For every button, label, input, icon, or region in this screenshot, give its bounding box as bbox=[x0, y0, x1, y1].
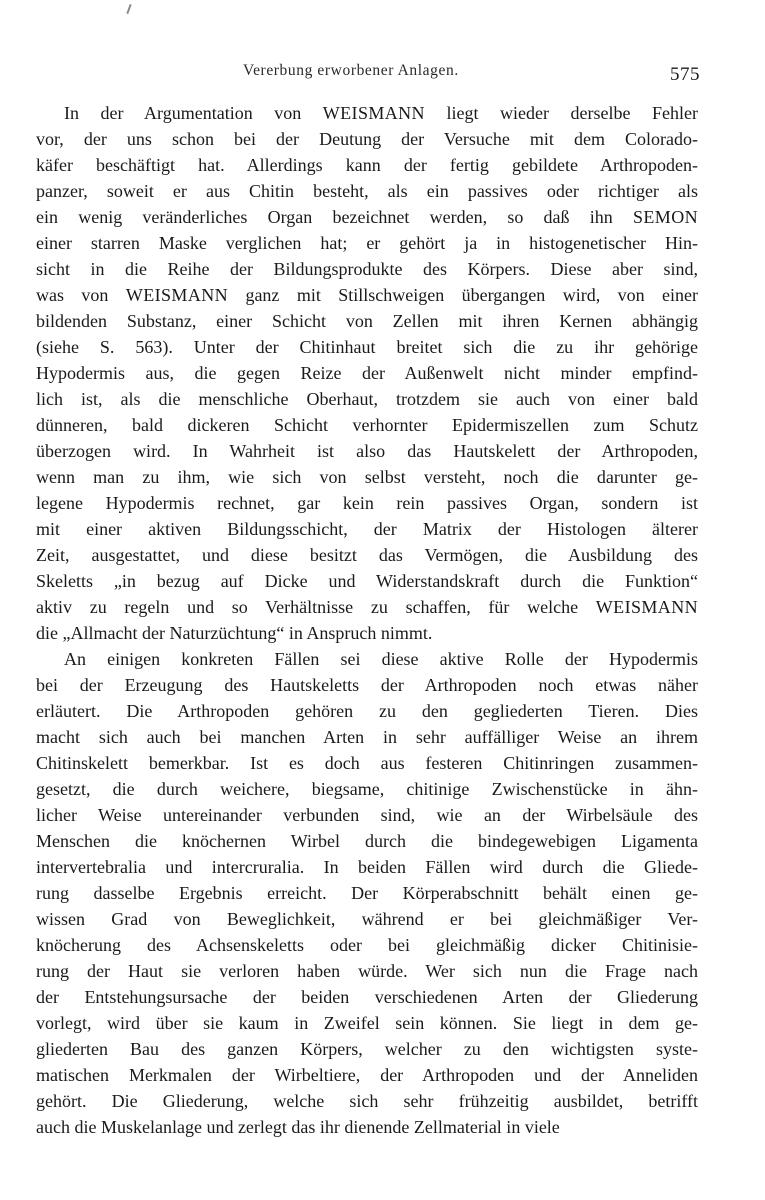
stray-mark bbox=[126, 4, 131, 14]
text-line bbox=[36, 334, 698, 360]
running-title: Vererbung erworbener Anlagen. bbox=[243, 62, 459, 79]
text-segment: In der Argumentation von bbox=[64, 103, 323, 123]
text-line bbox=[36, 282, 698, 308]
text-segment: An einigen konkreten Fällen sei diese aktive Rolle der Hypodermis bbox=[64, 649, 698, 669]
text-line bbox=[36, 308, 698, 334]
text-segment: mit einer aktiven Bildungsschicht, der Matrix der Histologen älterer bbox=[36, 519, 698, 539]
text-segment: Skeletts „in bezug auf Dicke und Widerstandskraft durch die Funktion“ bbox=[36, 571, 698, 591]
text-segment: rung dasselbe Ergebnis erreicht. Der Körperabschnitt behält einen ge- bbox=[36, 883, 698, 903]
text-line bbox=[36, 906, 698, 932]
text-line bbox=[36, 126, 698, 152]
text-line bbox=[36, 464, 698, 490]
text-line bbox=[36, 256, 698, 282]
text-segment: intervertebralia und intercruralia. In beiden Fällen wird durch die Gliede- bbox=[36, 857, 698, 877]
text-line bbox=[36, 100, 698, 126]
text-segment: erläutert. Die Arthropoden gehören zu den gegliederten Tieren. Dies bbox=[36, 701, 698, 721]
text-line bbox=[36, 386, 698, 412]
author-name: WEISMANN bbox=[595, 597, 698, 617]
text-segment: matischen Merkmalen der Wirbeltiere, der Arthropoden und der Anneliden bbox=[36, 1065, 698, 1085]
text-line bbox=[36, 802, 698, 828]
text-segment: vor, der uns schon bei der Deutung der Versuche mit dem Colorado- bbox=[36, 129, 698, 149]
text-line bbox=[36, 672, 698, 698]
text-segment: käfer beschäftigt hat. Allerdings kann der fertig gebildete Arthropoden- bbox=[36, 155, 698, 175]
text-line bbox=[36, 1010, 698, 1036]
text-line bbox=[36, 828, 698, 854]
text-line bbox=[36, 1114, 698, 1140]
text-segment: aktiv zu regeln und so Verhältnisse zu schaffen, für welche bbox=[36, 597, 596, 617]
text-segment: dünneren, bald dickeren Schicht verhornter Epidermiszellen zum Schutz bbox=[36, 415, 698, 435]
text-line bbox=[36, 958, 698, 984]
text-line bbox=[36, 152, 698, 178]
author-name: SEMON bbox=[632, 207, 698, 227]
text-line bbox=[36, 516, 698, 542]
text-line bbox=[36, 230, 698, 256]
text-line bbox=[36, 646, 698, 672]
text-segment: gesetzt, die durch weichere, biegsame, chitinige Zwischenstücke in ähn- bbox=[36, 779, 698, 799]
text-segment: ganz mit Stillschweigen übergangen wird, von einer bbox=[228, 285, 698, 305]
text-line bbox=[36, 932, 698, 958]
text-segment: wenn man zu ihm, wie sich von selbst versteht, noch die darunter ge- bbox=[36, 467, 698, 487]
text-segment: licher Weise untereinander verbunden sind, wie an der Wirbelsäule des bbox=[36, 805, 698, 825]
author-name: WEISMANN bbox=[322, 103, 425, 123]
text-line bbox=[36, 438, 698, 464]
text-segment: vorlegt, wird über sie kaum in Zweifel sein können. Sie liegt in dem ge- bbox=[36, 1013, 698, 1033]
text-line bbox=[36, 698, 698, 724]
text-segment: knöcherung des Achsenskeletts oder bei gleichmäßig dicker Chitinisie- bbox=[36, 935, 698, 955]
text-line bbox=[36, 568, 698, 594]
running-head bbox=[0, 60, 765, 90]
text-segment: gliederten Bau des ganzen Körpers, welcher zu den wichtigsten syste- bbox=[36, 1039, 698, 1059]
text-line bbox=[36, 204, 698, 230]
text-segment: wissen Grad von Beweglichkeit, während er bei gleichmäßiger Ver- bbox=[36, 909, 698, 929]
text-segment: Chitinskelett bemerkbar. Ist es doch aus festeren Chitinringen zusammen- bbox=[36, 753, 698, 773]
text-segment: einer starren Maske verglichen hat; er gehört ja in histogenetischer Hin- bbox=[36, 233, 698, 253]
text-line bbox=[36, 880, 698, 906]
text-segment: der Entstehungsursache der beiden verschiedenen Arten der Gliederung bbox=[36, 987, 698, 1007]
text-line bbox=[36, 490, 698, 516]
text-segment: legene Hypodermis rechnet, gar kein rein passives Organ, sondern ist bbox=[36, 493, 698, 513]
text-segment: Zeit, ausgestattet, und diese besitzt das Vermögen, die Ausbildung des bbox=[36, 545, 698, 565]
text-segment: Menschen die knöchernen Wirbel durch die bindegewebigen Ligamenta bbox=[36, 831, 698, 851]
text-line bbox=[36, 1088, 698, 1114]
text-segment: überzogen wird. In Wahrheit ist also das Hautskelett der Arthropoden, bbox=[36, 441, 698, 461]
text-line bbox=[36, 724, 698, 750]
text-segment: rung der Haut sie verloren haben würde. Wer sich nun die Frage nach bbox=[36, 961, 698, 981]
text-line bbox=[36, 542, 698, 568]
text-line bbox=[36, 412, 698, 438]
text-line bbox=[36, 594, 698, 620]
text-segment: die „Allmacht der Naturzüchtung“ in Anspruch nimmt. bbox=[36, 623, 433, 643]
page-number: 575 bbox=[670, 64, 700, 85]
text-segment: gehört. Die Gliederung, welche sich sehr frühzeitig ausbildet, betrifft bbox=[36, 1091, 698, 1111]
text-line bbox=[36, 360, 698, 386]
author-name: WEISMANN bbox=[125, 285, 229, 305]
text-segment: ein wenig veränderliches Organ bezeichnet werden, so daß ihn bbox=[36, 207, 633, 227]
text-segment: sicht in die Reihe der Bildungsprodukte des Körpers. Diese aber sind, bbox=[36, 259, 698, 279]
body-text bbox=[36, 100, 698, 1140]
text-segment: (siehe S. 563). Unter der Chitinhaut breitet sich die zu ihr gehörige bbox=[36, 337, 698, 357]
text-segment: bildenden Substanz, einer Schicht von Zellen mit ihren Kernen abhängig bbox=[36, 311, 698, 331]
text-line bbox=[36, 178, 698, 204]
text-line bbox=[36, 620, 698, 646]
text-line bbox=[36, 984, 698, 1010]
text-segment: macht sich auch bei manchen Arten in sehr auffälliger Weise an ihrem bbox=[36, 727, 698, 747]
text-segment: was von bbox=[36, 285, 126, 305]
text-segment: Hypodermis aus, die gegen Reize der Außenwelt nicht minder empfind- bbox=[36, 363, 698, 383]
text-segment: auch die Muskelanlage und zerlegt das ihr dienende Zellmaterial in viele bbox=[36, 1117, 560, 1137]
text-segment: panzer, soweit er aus Chitin besteht, als ein passives oder richtiger als bbox=[36, 181, 698, 201]
text-segment: bei der Erzeugung des Hautskeletts der Arthropoden noch etwas näher bbox=[36, 675, 698, 695]
text-line bbox=[36, 1062, 698, 1088]
text-line bbox=[36, 776, 698, 802]
text-segment: liegt wieder derselbe Fehler bbox=[424, 103, 698, 123]
text-line bbox=[36, 854, 698, 880]
text-line bbox=[36, 1036, 698, 1062]
text-segment: lich ist, als die menschliche Oberhaut, trotzdem sie auch von einer bald bbox=[36, 389, 698, 409]
text-line bbox=[36, 750, 698, 776]
